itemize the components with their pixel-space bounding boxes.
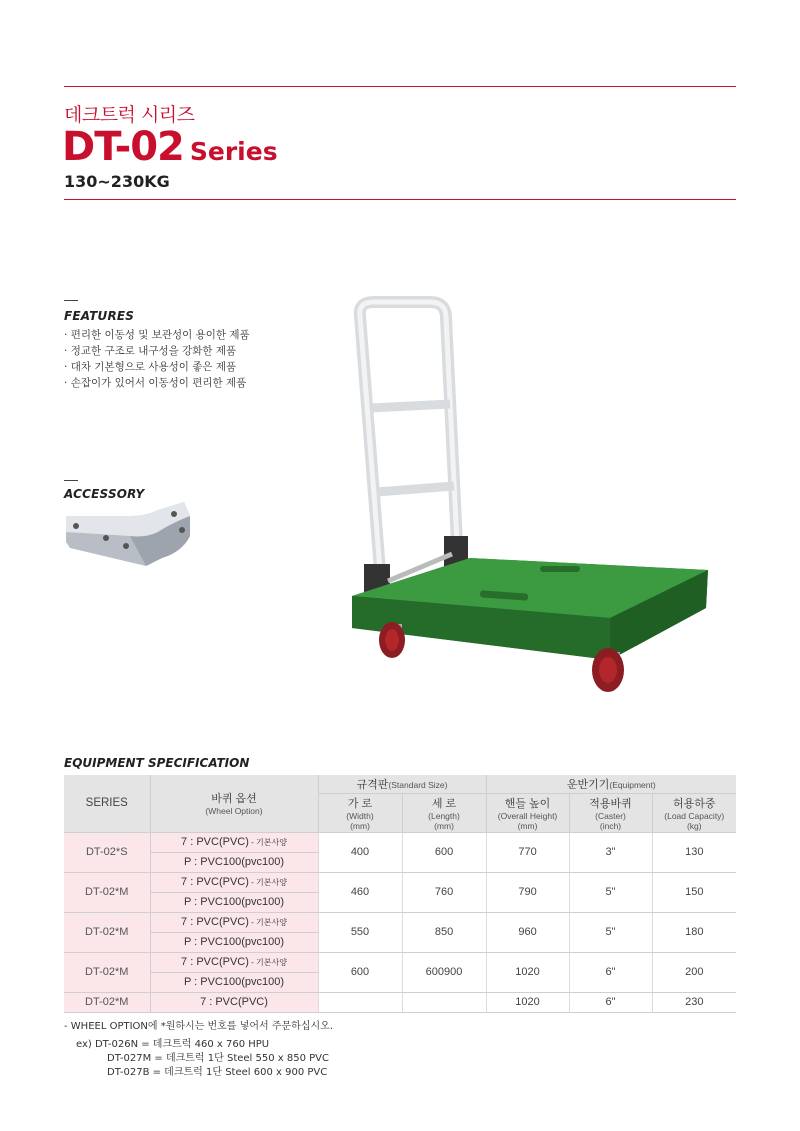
width-cell: 600 bbox=[318, 952, 402, 992]
capacity-range: 130~230KG bbox=[64, 172, 170, 191]
features-dash bbox=[64, 300, 78, 301]
width-cell: 460 bbox=[318, 872, 402, 912]
feature-item: · 대차 기본형으로 사용성이 좋은 제품 bbox=[64, 359, 250, 375]
table-row bbox=[64, 832, 736, 852]
length-cell: 600900 bbox=[402, 952, 486, 992]
header-divider bbox=[64, 199, 736, 200]
header-wheel-option: 바퀴 옵션 (Wheel Option) bbox=[150, 775, 318, 832]
load-cell: 230 bbox=[652, 992, 736, 1012]
width-cell: 550 bbox=[318, 912, 402, 952]
spec-heading: EQUIPMENT SPECIFICATION bbox=[64, 756, 250, 770]
load-cell: 130 bbox=[652, 832, 736, 872]
caster-cell: 6" bbox=[569, 992, 652, 1012]
caster-cell: 6" bbox=[569, 952, 652, 992]
height-cell: 960 bbox=[486, 912, 569, 952]
spec-table bbox=[64, 775, 736, 1013]
feature-item: · 정교한 구조로 내구성을 강화한 제품 bbox=[64, 343, 250, 359]
example-line: DT-027M = 데크트럭 1단 Steel 550 x 850 PVC bbox=[107, 1053, 329, 1064]
length-cell bbox=[402, 992, 486, 1012]
header-width: 가 로 (Width) (mm) bbox=[318, 793, 402, 832]
wheel-option-cell: 7 : PVC(PVC) bbox=[150, 992, 318, 1012]
length-cell: 600 bbox=[402, 832, 486, 872]
wheel-option-cell: P : PVC100(pvc100) bbox=[150, 932, 318, 952]
series-cell: DT-02*M bbox=[64, 952, 150, 992]
height-cell: 1020 bbox=[486, 992, 569, 1012]
order-examples bbox=[64, 1038, 333, 1080]
example-line: DT-027B = 데크트럭 1단 Steel 600 x 900 PVC bbox=[107, 1067, 328, 1078]
series-subtitle: 데크트럭 시리즈 bbox=[64, 104, 195, 126]
caster-cell: 5" bbox=[569, 872, 652, 912]
wheel-option-cell: P : PVC100(pvc100) bbox=[150, 972, 318, 992]
order-note-line: - WHEEL OPTION에 *원하시는 번호를 넣어서 주문하십시오. bbox=[64, 1021, 334, 1032]
series-cell: DT-02*M bbox=[64, 992, 150, 1012]
caster-cell: 5" bbox=[569, 912, 652, 952]
accessory-dash bbox=[64, 480, 78, 481]
deck-truck-image bbox=[340, 296, 730, 700]
wheel-option-cell: P : PVC100(pvc100) bbox=[150, 892, 318, 912]
series-cell: DT-02*M bbox=[64, 872, 150, 912]
table-row bbox=[64, 912, 736, 932]
table-row bbox=[64, 872, 736, 892]
caster-cell: 3" bbox=[569, 832, 652, 872]
table-row bbox=[64, 952, 736, 972]
height-cell: 790 bbox=[486, 872, 569, 912]
top-divider bbox=[64, 86, 736, 87]
features-list bbox=[64, 327, 250, 391]
wheel-option-cell: 7 : PVC(PVC) - 기본사양 bbox=[150, 952, 318, 972]
header-overall-height: 핸들 높이 (Overall Height) (mm) bbox=[486, 793, 569, 832]
header-caster: 적용바퀴 (Caster) (inch) bbox=[569, 793, 652, 832]
title-suffix: Series bbox=[189, 137, 278, 166]
title-main: DT-02 bbox=[62, 124, 184, 170]
features-heading: FEATURES bbox=[64, 309, 135, 323]
feature-item: · 손잡이가 있어서 이동성이 편리한 제품 bbox=[64, 375, 250, 391]
example-label: ex) bbox=[76, 1039, 92, 1050]
width-cell bbox=[318, 992, 402, 1012]
load-cell: 150 bbox=[652, 872, 736, 912]
height-cell: 770 bbox=[486, 832, 569, 872]
accessory-heading: ACCESSORY bbox=[64, 487, 145, 501]
header-series: SERIES bbox=[64, 775, 150, 832]
wheel-option-cell: P : PVC100(pvc100) bbox=[150, 852, 318, 872]
series-cell: DT-02*S bbox=[64, 832, 150, 872]
length-cell: 760 bbox=[402, 872, 486, 912]
header-equipment: 운반기기(Equipment) bbox=[486, 775, 736, 793]
example-line: DT-026N = 데크트럭 460 x 760 HPU bbox=[94, 1039, 270, 1050]
corner-bracket-image bbox=[62, 502, 197, 574]
wheel-option-cell: 7 : PVC(PVC) - 기본사양 bbox=[150, 832, 318, 852]
wheel-option-cell: 7 : PVC(PVC) - 기본사양 bbox=[150, 872, 318, 892]
header-length: 세 로 (Length) (mm) bbox=[402, 793, 486, 832]
height-cell: 1020 bbox=[486, 952, 569, 992]
table-row bbox=[64, 992, 736, 1012]
load-cell: 180 bbox=[652, 912, 736, 952]
series-cell: DT-02*M bbox=[64, 912, 150, 952]
feature-item: · 편리한 이동성 및 보관성이 용이한 제품 bbox=[64, 327, 250, 343]
order-notes bbox=[64, 1020, 333, 1080]
header-standard-size: 규격판(Standard Size) bbox=[318, 775, 486, 793]
page-title bbox=[62, 124, 278, 170]
wheel-option-cell: 7 : PVC(PVC) - 기본사양 bbox=[150, 912, 318, 932]
length-cell: 850 bbox=[402, 912, 486, 952]
header-load-capacity: 허용하중 (Load Capacity) (kg) bbox=[652, 793, 736, 832]
load-cell: 200 bbox=[652, 952, 736, 992]
width-cell: 400 bbox=[318, 832, 402, 872]
